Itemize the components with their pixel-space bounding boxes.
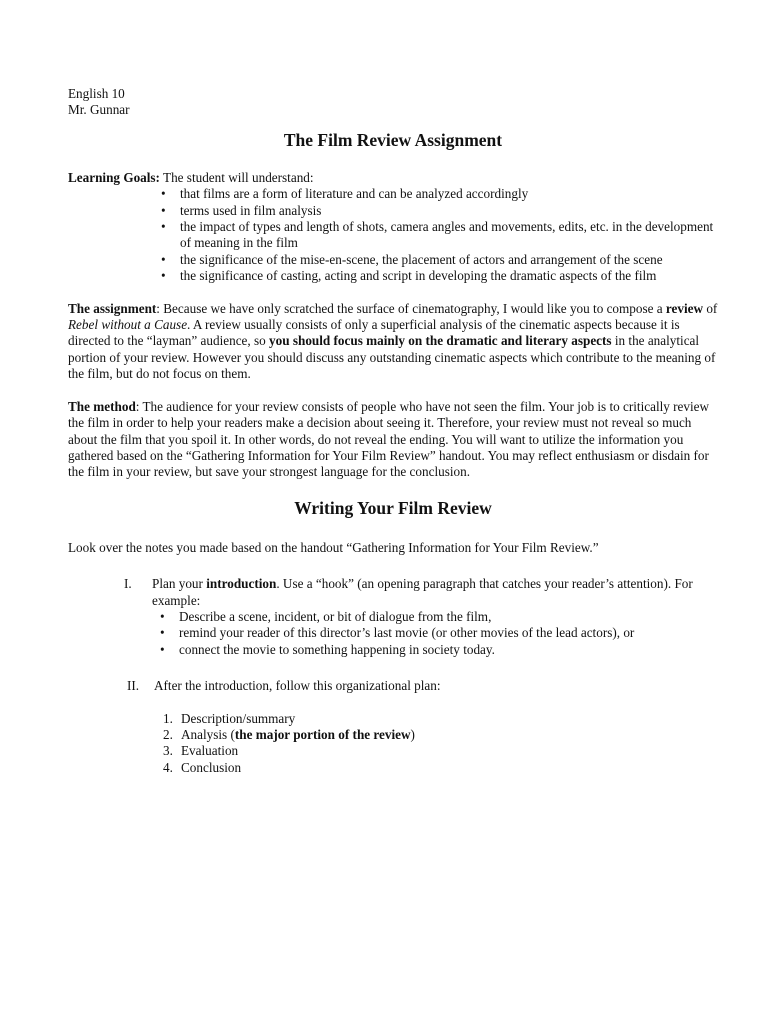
learning-goal-item: • terms used in film analysis <box>161 203 718 219</box>
part-one-bold: introduction <box>206 576 277 592</box>
course-name: English 10 <box>68 86 125 101</box>
plan-step-number: 3. <box>163 743 173 759</box>
learning-goal-item: • the impact of types and length of shots, camera angles and movements, edits, etc. in the development of meaning in the film <box>161 219 718 252</box>
section-heading: Writing Your Film Review <box>294 497 492 518</box>
part-two <box>68 678 718 694</box>
learning-goals-heading <box>68 170 718 186</box>
method-paragraph <box>68 399 718 481</box>
plan-step-text: Conclusion <box>181 759 242 775</box>
assignment-paragraph <box>68 301 718 383</box>
part-one-text <box>152 576 718 609</box>
hook-example-item: • Describe a scene, incident, or bit of dialogue from the film, <box>160 609 718 625</box>
learning-goal-item: • the significance of the mise-en-scene, the placement of actors and arrangement of the scene <box>161 252 718 268</box>
learning-goals-label: Learning Goals: <box>68 169 160 185</box>
notes-instruction: Look over the notes you made based on the handout “Gathering Information for Your Film Review.” <box>68 539 599 555</box>
hook-example-item: • remind your reader of this director’s last movie (or other movies of the lead actors), or <box>160 625 718 641</box>
document-title: The Film Review Assignment <box>283 129 503 150</box>
assignment-text: . A review usually consists of only a superficial analysis of the cinematic aspects because it is directed to the “layman” audience, so <box>68 317 680 349</box>
plan-step-number: 2. <box>163 726 173 742</box>
part-one-text-end: . Use a “hook” (an opening paragraph that catches your reader’s attention). For example: <box>152 576 693 608</box>
plan-step-text-end: ) <box>410 726 415 742</box>
assignment-text: of <box>703 300 718 316</box>
plan-step-text: Description/summary <box>181 710 296 726</box>
hook-examples-list <box>152 609 718 658</box>
part-two-numeral: II. <box>127 678 140 694</box>
learning-goal-item: • the significance of casting, acting and script in developing the dramatic aspects of the film <box>161 268 718 284</box>
assignment-text: in the analytical portion of your review. However you should discuss any outstanding cinematic aspects which contribute to the meaning of the film, but do not focus on them. <box>68 333 716 382</box>
plan-step-number: 1. <box>163 710 173 726</box>
learning-goals-list <box>68 186 718 284</box>
part-two-text: After the introduction, follow this organizational plan: <box>154 678 441 694</box>
method-label: The method <box>68 398 136 414</box>
learning-goal-item: • that films are a form of literature and can be analyzed accordingly <box>161 186 718 202</box>
plan-step <box>163 711 718 727</box>
organizational-plan-list <box>68 711 718 777</box>
hook-example-item: • connect the movie to something happening in society today. <box>160 642 718 658</box>
part-one <box>68 576 718 658</box>
plan-step <box>163 727 718 743</box>
assignment-bold-review: review <box>665 300 704 316</box>
part-one-numeral: I. <box>124 576 132 592</box>
assignment-label: The assignment <box>68 300 157 316</box>
plan-step-number: 4. <box>163 759 173 775</box>
plan-step-text: Analysis ( <box>181 726 235 742</box>
part-one-text-start: Plan your <box>152 576 207 592</box>
plan-step <box>163 760 718 776</box>
document-page <box>68 86 718 776</box>
plan-step <box>163 743 718 759</box>
method-text: : The audience for your review consists of people who have not seen the film. Your job is to critically review the film in order to help your readers make a decision about seeing it. Therefore, your review must not reveal so much about the film that you spoil it. In other words, do not reveal the ending. You will want to utilize the information you gathered based on the “Gathering Information for Your Film Review” handout. You may reflect enthusiasm or disdain for the film in your review, but save your strongest language for the conclusion. <box>68 398 710 480</box>
plan-step-text: Evaluation <box>181 743 239 759</box>
assignment-text: : Because we have only scratched the surface of cinematography, I would like you to compose a <box>156 300 666 316</box>
plan-step-bold: the major portion of the review <box>234 726 411 742</box>
film-title: Rebel without a Cause <box>68 317 188 333</box>
assignment-bold-focus: you should focus mainly on the dramatic and literary aspects <box>269 333 612 349</box>
teacher-name: Mr. Gunnar <box>68 102 130 118</box>
learning-goals-intro: The student will understand: <box>159 169 314 185</box>
